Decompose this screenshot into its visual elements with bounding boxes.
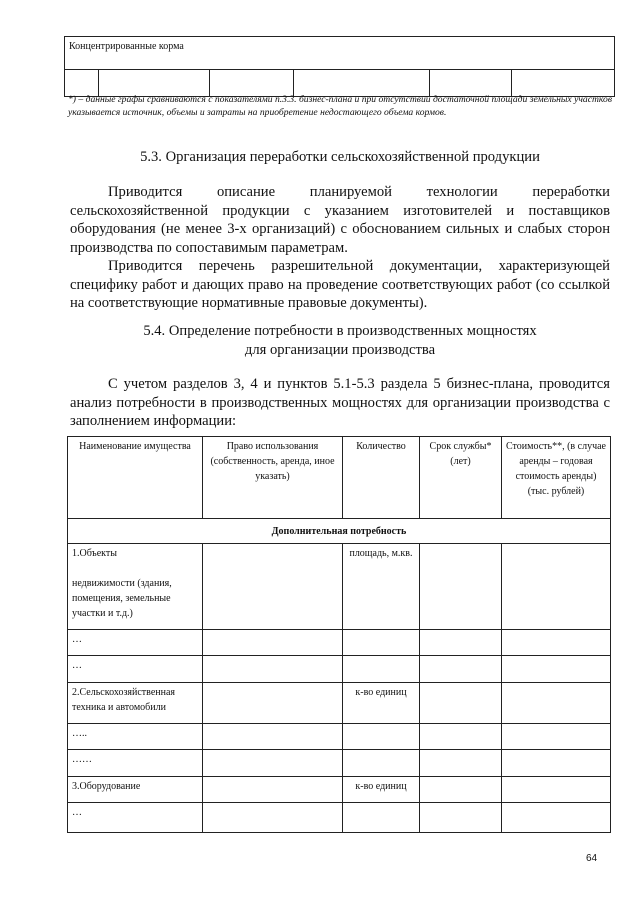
table-row (68, 544, 611, 630)
table-footnote: *) – данные графы сравниваются с показателями п.3.3. бизнес-плана и при отсутствии достаточной площади земельных участков указывается источник, объемы и затраты на приобретение недостающего объема кормов. (68, 94, 612, 118)
row-name: 3.Оборудование (68, 777, 203, 803)
table-cell (502, 750, 611, 777)
table-row (68, 630, 611, 656)
section-5-4-paragraph: С учетом разделов 3, 4 и пунктов 5.1-5.3 раздела 5 бизнес-плана, проводится анализ потребности в производственных мощностях для организации производства с заполнением информации: (70, 376, 610, 429)
column-header-cost: Стоимость**, (в случае аренды – годовая стоимость аренды) (тыс. рублей) (502, 437, 611, 519)
section-header-row (68, 519, 611, 544)
table-cell (203, 630, 343, 656)
section-5-3-paragraph-1: Приводится описание планируемой технологии переработки сельскохозяйственной продукции с указанием изготовителей и поставщиков оборудования (не менее 3-х организаций) с обоснованием сильных и слабых сторон производства по сопоставимым параметрам. (70, 184, 610, 256)
row-name: … (68, 630, 203, 656)
table-cell (502, 777, 611, 803)
column-header-service-life: Срок службы* (лет) (420, 437, 502, 519)
table-row (68, 724, 611, 750)
table-cell (420, 750, 502, 777)
table-cell (203, 656, 343, 683)
row-name-cell (68, 544, 203, 630)
page-number: 64 (586, 853, 598, 864)
table-cell (420, 630, 502, 656)
table-cell (420, 683, 502, 724)
row-quantity (343, 630, 420, 656)
section-5-4-title-line-2: для организации производства (244, 342, 436, 358)
table-cell (203, 750, 343, 777)
table-cell (420, 656, 502, 683)
concentrated-feed-row-label: Концентрированные корма (65, 37, 615, 70)
section-5-3-title: 5.3. Организация переработки сельскохозяйственной продукции (140, 149, 540, 165)
table-cell (502, 683, 611, 724)
table-row (68, 683, 611, 724)
row-quantity (343, 724, 420, 750)
row-name: … (68, 803, 203, 833)
row-name: ….. (68, 724, 203, 750)
row-quantity: к-во единиц (343, 683, 420, 724)
table-cell (420, 803, 502, 833)
row-name: 2.Сельскохозяйственная техника и автомобили (68, 683, 203, 724)
table-cell (203, 724, 343, 750)
table-cell (502, 630, 611, 656)
table-cell (420, 724, 502, 750)
row-name: …… (68, 750, 203, 777)
table-cell (502, 544, 611, 630)
column-header-quantity: Количество (343, 437, 420, 519)
additional-need-header: Дополнительная потребность (68, 519, 611, 544)
table-cell (203, 803, 343, 833)
table-header-row (68, 437, 611, 519)
row-quantity (343, 803, 420, 833)
table-cell (502, 724, 611, 750)
row-quantity: площадь, м.кв. (343, 544, 420, 630)
row-quantity (343, 750, 420, 777)
production-capacity-table (67, 436, 611, 833)
row-name: … (68, 656, 203, 683)
column-header-right-of-use: Право использования (собственность, аренда, иное указать) (203, 437, 343, 519)
table-row (68, 803, 611, 833)
table-row (68, 777, 611, 803)
section-5-3-paragraph-2: Приводится перечень разрешительной документации, характеризующей специфику работ и дающих право на проведение соответствующих работ (со ссылкой на соответствующие нормативные правовые документы). (70, 258, 610, 311)
row-name: 1.Объекты (72, 548, 117, 559)
column-header-name: Наименование имущества (68, 437, 203, 519)
feed-table-fragment (64, 36, 615, 97)
table-row (68, 656, 611, 683)
table-cell (203, 544, 343, 630)
table-cell (203, 777, 343, 803)
table-cell (203, 683, 343, 724)
table-cell (420, 544, 502, 630)
section-5-4-title-line-1: 5.4. Определение потребности в производственных мощностях (143, 323, 537, 339)
row-quantity: к-во единиц (343, 777, 420, 803)
table-row (68, 750, 611, 777)
table-cell (502, 656, 611, 683)
row-quantity (343, 656, 420, 683)
row-name-extra: недвижимости (здания, помещения, земельные участки и т.д.) (72, 578, 172, 619)
table-cell (420, 777, 502, 803)
table-cell (502, 803, 611, 833)
